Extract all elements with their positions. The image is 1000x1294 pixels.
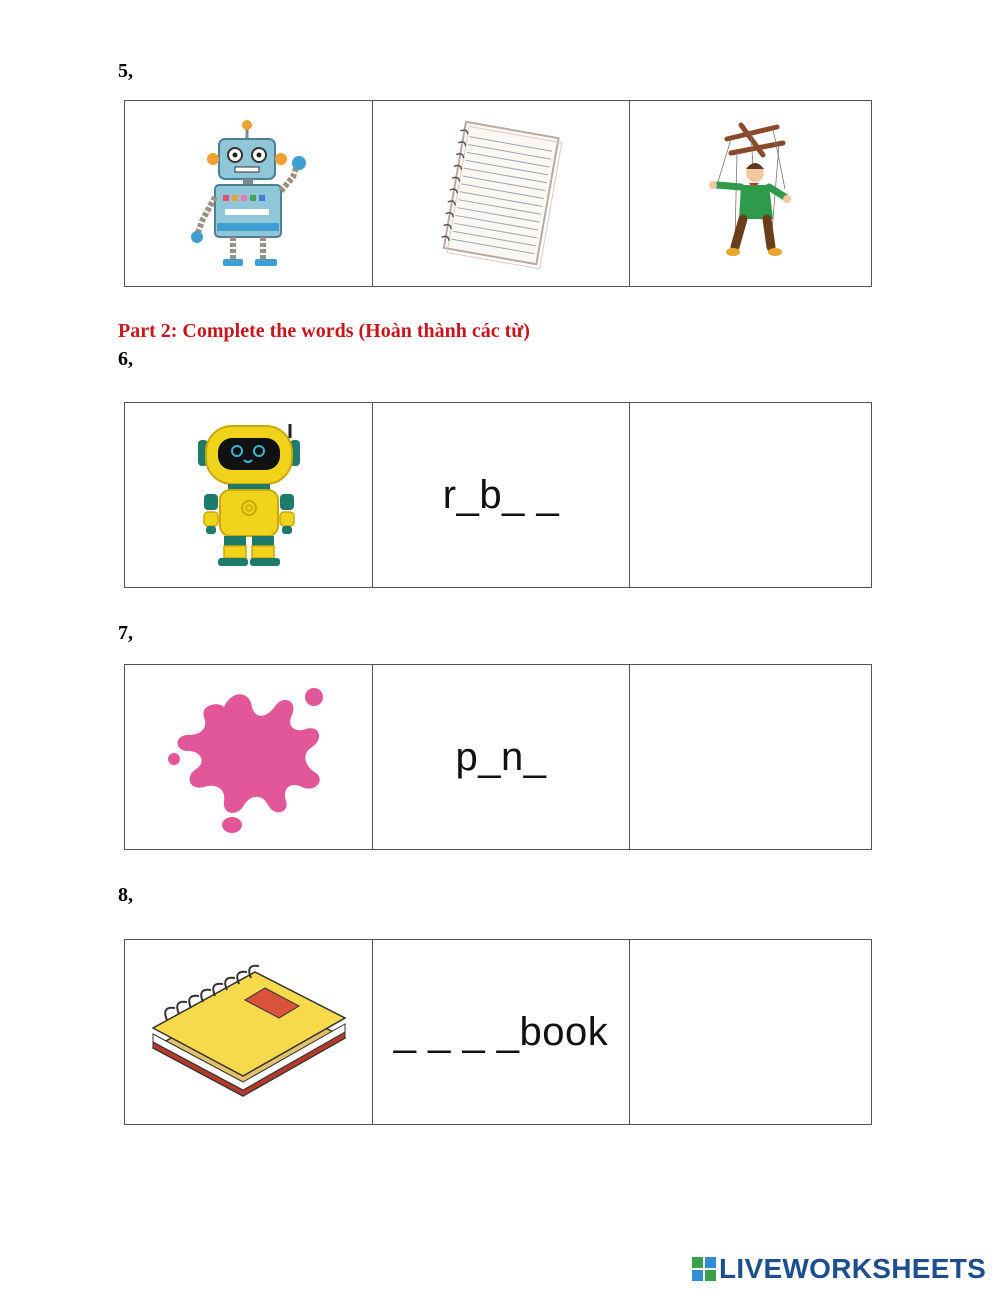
question-number-8: 8,: [118, 884, 133, 906]
picture-cell: [125, 403, 373, 588]
exercise-row-7: [124, 664, 872, 850]
puppet-icon: [701, 119, 801, 269]
liveworksheets-logo[interactable]: [692, 1254, 986, 1284]
paint-splash-icon: [164, 677, 334, 837]
word-cell: [373, 665, 630, 850]
answer-input[interactable]: [630, 665, 871, 849]
question-number-6: 6,: [118, 348, 133, 370]
picture-cell: [373, 101, 630, 287]
picture-cell: [125, 940, 373, 1125]
answer-input[interactable]: [630, 940, 871, 1124]
answer-cell[interactable]: [630, 403, 872, 588]
exercise-row-6: [124, 402, 872, 588]
yellow-robot-icon: [194, 420, 304, 570]
word-cell: [373, 940, 630, 1125]
word-cell: [373, 403, 630, 588]
notebook-icon: [149, 962, 349, 1102]
answer-cell[interactable]: [630, 665, 872, 850]
picture-cell: [630, 101, 872, 287]
word-hint: _ _ _ _book: [393, 1009, 609, 1054]
question-number-7: 7,: [118, 622, 133, 644]
brand-name: LIVEWORKSHEETS: [719, 1253, 987, 1284]
question-number-5: 5,: [118, 60, 133, 82]
word-hint: r_b_ _: [442, 472, 560, 517]
robot-icon: [189, 119, 309, 269]
exercise-row-8: [124, 939, 872, 1125]
notebook-paper-icon: [436, 119, 566, 269]
picture-row-5: [124, 100, 872, 287]
word-hint: p_n_: [455, 734, 547, 779]
answer-cell[interactable]: [630, 940, 872, 1125]
answer-input[interactable]: [630, 403, 871, 587]
part-2-title: Part 2: Complete the words (Hoàn thành các từ): [118, 320, 530, 342]
picture-cell: [125, 101, 373, 287]
logo-mark-icon: [692, 1257, 716, 1281]
picture-cell: [125, 665, 373, 850]
